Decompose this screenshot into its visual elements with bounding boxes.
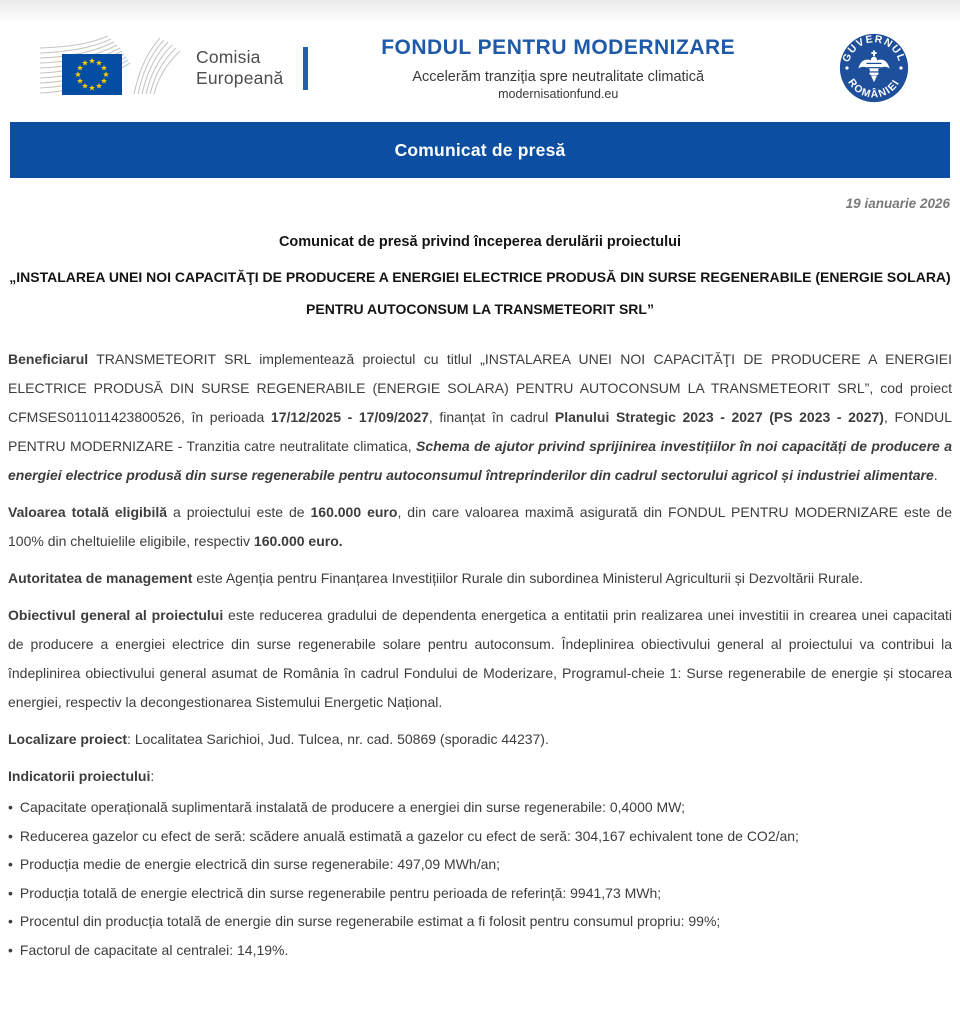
eu-commission-name-line2: Europeană <box>196 68 284 88</box>
indicator-text: Procentul din producția totală de energie din surse regenerabile estimat a fi folosit pentru consumul propriu: 99%; <box>19 913 721 929</box>
fund-website: modernisationfund.eu <box>498 86 619 101</box>
indicator-installed-capacity <box>8 793 952 822</box>
bullet-icon: • <box>8 799 13 815</box>
press-release-banner-title: Comunicat de presă <box>394 139 566 160</box>
paragraph-total-value: Valoarea totală eligibilă a proiectului este de 160.000 euro, din care valoarea maximă asigurată din FONDUL PENTRU MODERNIZARE este de 100% din cheltuielile eligibile, respectiv 160.000 euro. <box>8 504 952 549</box>
document-date: 19 ianuarie 2026 <box>845 196 950 211</box>
paragraph-indicators-heading: Indicatorii proiectului: <box>8 768 155 784</box>
bullet-icon: • <box>8 941 13 958</box>
eu-commission-flag-icon <box>38 32 186 104</box>
bullet-icon: • <box>8 884 13 901</box>
indicator-ghg-reduction <box>8 822 952 851</box>
eu-commission-name <box>196 47 283 89</box>
seal-text-bottom: ROMÂNIEI <box>845 77 903 101</box>
document-heading-line2: „INSTALAREA UNEI NOI CAPACITĂŢI DE PRODUCERE A ENERGIEI ELECTRICE PRODUSĂ DIN SURSE REGENERABILE (ENERGIE SOLARA) PENTRU AUTOCONSUM LA TRANSMETEORIT SRL” <box>9 269 951 317</box>
indicator-self-consumption-percent <box>8 907 952 936</box>
indicator-text: Factorul de capacitate al centralei: 14,19%. <box>19 941 289 958</box>
indicator-text: Capacitate operațională suplimentară instalată de producere a energiei din surse regenerabile: 0,4000 MW; <box>19 799 686 815</box>
bullet-icon: • <box>8 827 13 844</box>
paragraph-general-objective: Obiectivul general al proiectului este reducerea gradului de dependenta energetica a entitatii prin realizarea unei investitii in crearea unei capacitati de producere a energiei electrice din surse regenerabile solare pentru autoconsum. Îndeplinirea obiectivului general al proiectului va contribui la îndeplinirea obiectivului general asumat de România în cadrul Fondului de Moderizare, Programul-cheie 1: Surse regenerabile de energie și stocarea energiei, respectiv la decongestionarea Sistemului Energetic Național. <box>8 607 952 710</box>
press-release-banner <box>10 122 950 178</box>
indicator-text: Producția totală de energie electrică din surse regenerabile pentru perioada de referință: 9941,73 MWh; <box>19 884 662 901</box>
bullet-icon: • <box>8 913 13 929</box>
european-commission-logo <box>38 32 308 104</box>
document-content <box>0 196 960 964</box>
indicator-text: Reducerea gazelor cu efect de seră: scădere anuală estimată a gazelor cu efect de seră: 304,167 echivalent tone de CO2/an; <box>19 827 799 844</box>
paragraph-project-location: Localizare proiect: Localitatea Sarichioi, Jud. Tulcea, nr. cad. 50869 (sporadic 44237). <box>8 731 549 747</box>
seal-text-top: GUVERNUL <box>841 34 907 64</box>
bullet-icon: • <box>8 856 13 872</box>
fund-header-block <box>308 36 838 101</box>
indicator-average-production <box>8 850 952 879</box>
eu-commission-name-line1: Comisia <box>196 47 261 67</box>
document-header <box>0 0 960 114</box>
document-heading-line1: Comunicat de presă privind începerea derulării proiectului <box>278 234 682 250</box>
project-indicators-list <box>8 793 952 964</box>
indicator-text: Producția medie de energie electrică din surse regenerabile: 497,09 MWh/an; <box>19 856 501 872</box>
paragraph-beneficiary: Beneficiarul TRANSMETEORIT SRL implementează proiectul cu titlul „INSTALAREA UNEI NOI CAPACITĂŢI DE PRODUCERE A ENERGIEI ELECTRICE PRODUSĂ DIN SURSE REGENERABILE (ENERGIE SOLARA) PENTRU AUTOCONSUM LA TRANSMETEORIT SRL”, cod proiect CFMSES011011423800526, în perioada 17/12/2025 - 17/09/2027, finanțat în cadrul Planului Strategic 2023 - 2027 (PS 2023 - 2027), FONDUL PENTRU MODERNIZARE - Tranzitia catre neutralitate climatica, Schema de ajutor privind sprijinirea investițiilor în noi capacități de producere a energiei electrice produsă din surse regenerabile pentru autoconsumul întreprinderilor din cadrul sectorului agricol și industriei alimentare. <box>8 351 952 483</box>
paragraph-management-authority: Autoritatea de management este Agenția pentru Finanțarea Investițiilor Rurale din subordinea Ministerul Agriculturii și Dezvoltării Rurale. <box>8 570 864 586</box>
fund-title: FONDUL PENTRU MODERNIZARE <box>381 35 736 59</box>
indicator-capacity-factor <box>8 936 952 965</box>
indicator-total-production <box>8 879 952 908</box>
fund-subtitle: Accelerăm tranziția spre neutralitate climatică <box>412 68 705 85</box>
romanian-government-seal-icon <box>838 32 910 104</box>
